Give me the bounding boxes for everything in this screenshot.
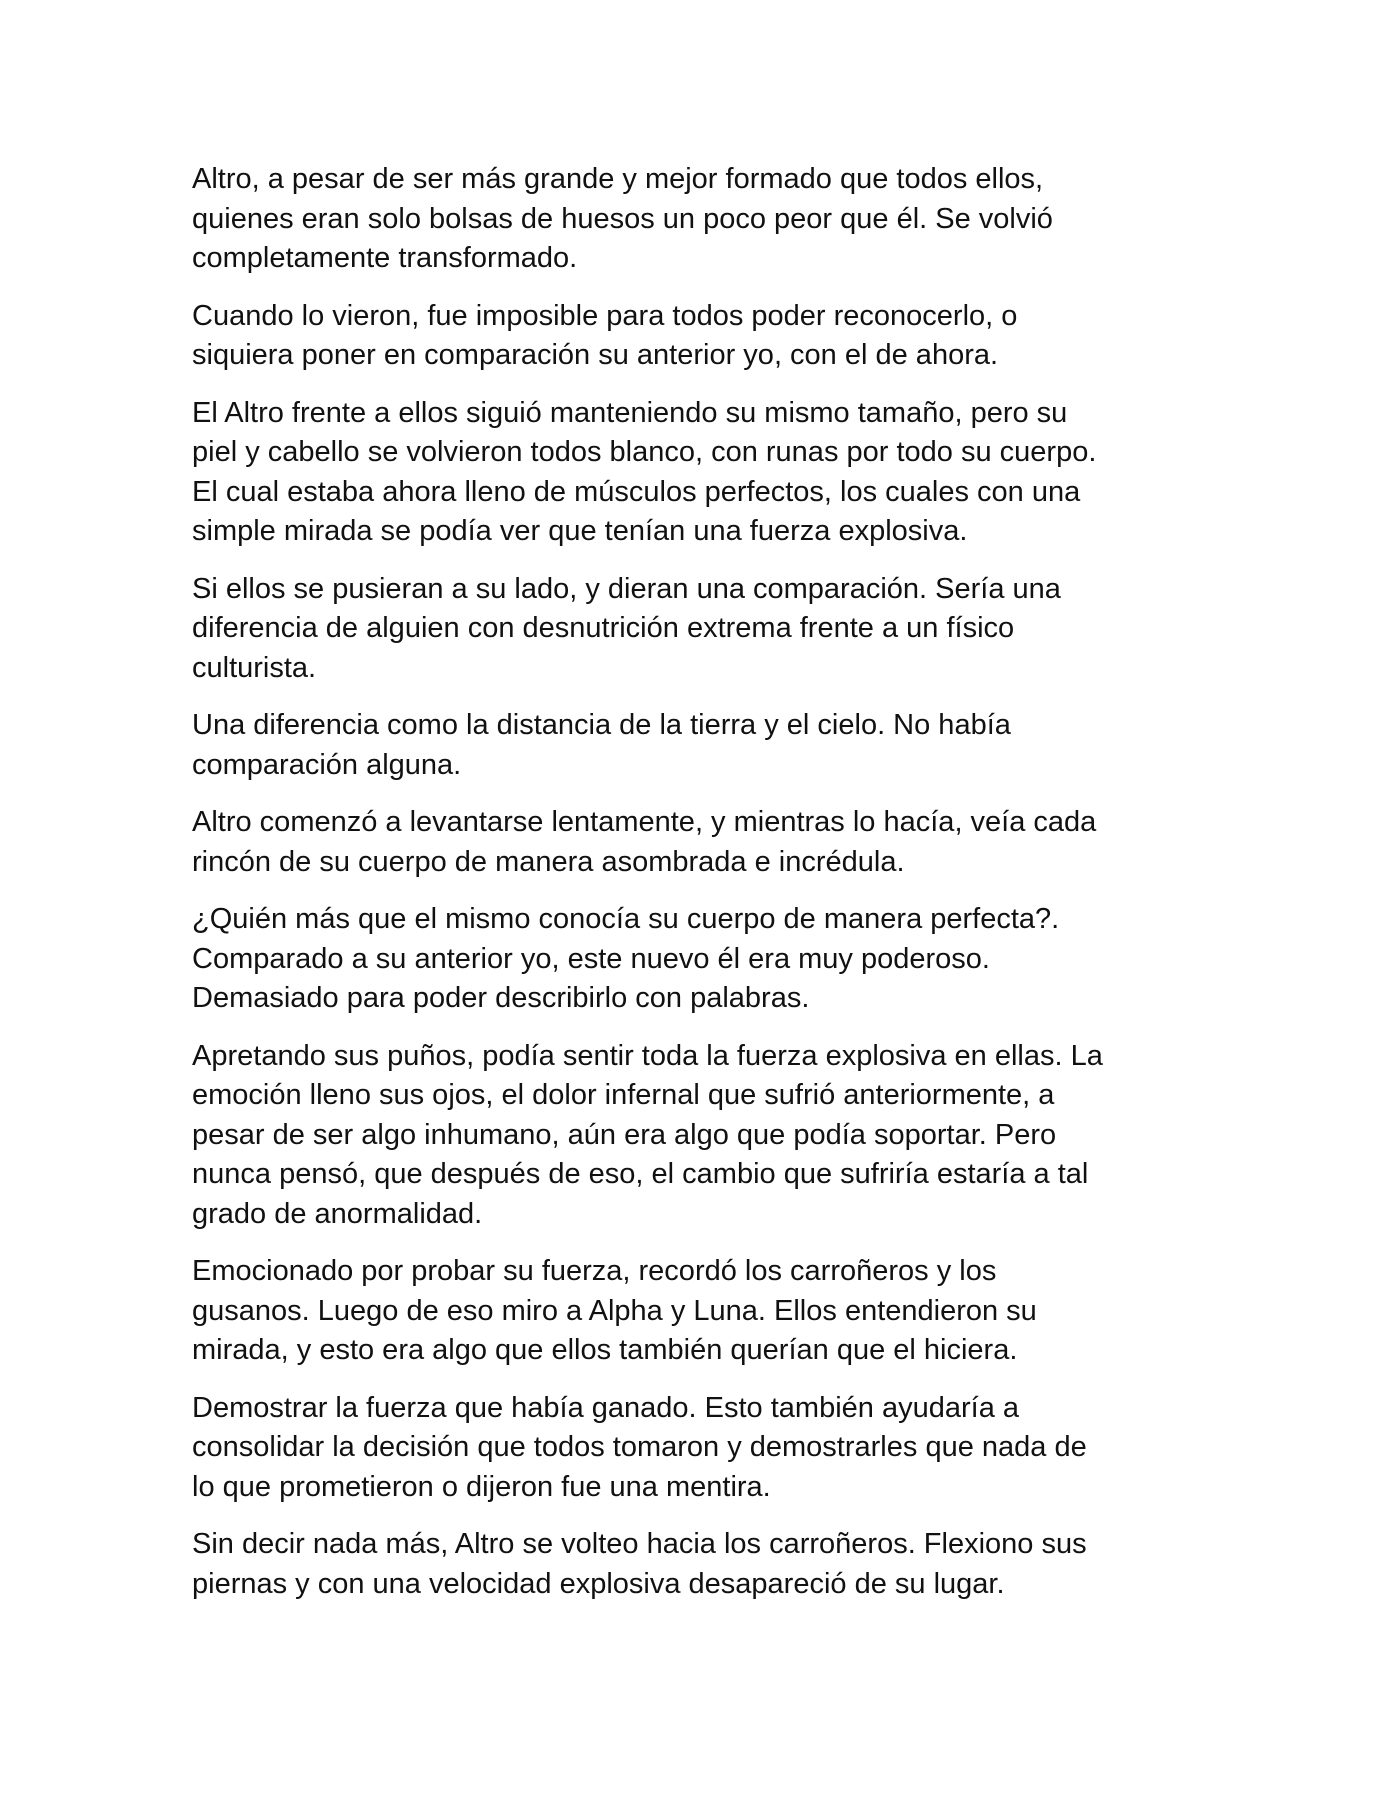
text-line: piel y cabello se volvieron todos blanco, con runas por todo su cuerpo.: [192, 436, 1097, 468]
text-line: consolidar la decisión que todos tomaron y demostrarles que nada de: [192, 1431, 1087, 1463]
document-body: [192, 160, 1222, 1622]
text-line: Altro, a pesar de ser más grande y mejor formado que todos ellos,: [192, 163, 1044, 195]
text-line: Apretando sus puños, podía sentir toda la fuerza explosiva en ellas. La: [192, 1039, 1103, 1072]
text-line: mirada, y esto era algo que ellos también querían que el hiciera.: [192, 1334, 1018, 1366]
text-line: piernas y con una velocidad explosiva desapareció de su lugar.: [192, 1567, 1005, 1600]
text-line: quienes eran solo bolsas de huesos un poco peor que él. Se volvió: [192, 202, 1053, 235]
text-line: Emocionado por probar su fuerza, recordó los carroñeros y los: [192, 1255, 997, 1287]
text-line: completamente transformado.: [192, 242, 578, 274]
paragraph-7: [192, 900, 1222, 1019]
paragraph-10: [192, 1389, 1222, 1508]
text-line: Altro comenzó a levantarse lentamente, y mientras lo hacía, veía cada: [192, 806, 1097, 838]
text-line: rincón de su cuerpo de manera asombrada e incrédula.: [192, 845, 905, 878]
text-line: Una diferencia como la distancia de la tierra y el cielo. No había: [192, 709, 1011, 741]
text-line: nunca pensó, que después de eso, el cambio que sufriría estaría a tal: [192, 1158, 1089, 1190]
text-line: ¿Quién más que el mismo conocía su cuerpo de manera perfecta?.: [192, 903, 1060, 935]
text-line: grado de anormalidad.: [192, 1197, 483, 1230]
paragraph-2: [192, 297, 1222, 376]
text-line: Demasiado para poder describirlo con palabras.: [192, 982, 810, 1014]
paragraph-4: [192, 570, 1222, 689]
text-line: siquiera poner en comparación su anterior yo, con el de ahora.: [192, 339, 999, 371]
text-line: emoción lleno sus ojos, el dolor infernal que sufrió anteriormente, a: [192, 1079, 1055, 1111]
paragraph-1: [192, 160, 1222, 279]
text-line: culturista.: [192, 651, 317, 684]
paragraph-6: [192, 803, 1222, 882]
text-line: Comparado a su anterior yo, este nuevo él era muy poderoso.: [192, 942, 990, 975]
text-line: comparación alguna.: [192, 748, 462, 781]
paragraph-9: [192, 1252, 1222, 1371]
paragraph-5: [192, 706, 1222, 785]
text-line: Si ellos se pusieran a su lado, y dieran una comparación. Sería una: [192, 572, 1061, 605]
text-line: Cuando lo vieron, fue imposible para todos poder reconocerlo, o: [192, 299, 1018, 332]
text-line: El Altro frente a ellos siguió manteniendo su mismo tamaño, pero su: [192, 396, 1068, 429]
text-line: gusanos. Luego de eso miro a Alpha y Luna. Ellos entendieron su: [192, 1294, 1037, 1327]
text-line: Demostrar la fuerza que había ganado. Esto también ayudaría a: [192, 1391, 1020, 1424]
paragraph-3: [192, 394, 1222, 552]
text-line: El cual estaba ahora lleno de músculos perfectos, los cuales con una: [192, 475, 1081, 508]
text-line: lo que prometieron o dijeron fue una mentira.: [192, 1470, 771, 1503]
text-line: diferencia de alguien con desnutrición extrema frente a un físico: [192, 612, 1015, 644]
text-line: pesar de ser algo inhumano, aún era algo que podía soportar. Pero: [192, 1118, 1057, 1151]
paragraph-11: [192, 1525, 1222, 1604]
paragraph-8: [192, 1037, 1222, 1235]
text-line: Sin decir nada más, Altro se volteo hacia los carroñeros. Flexiono sus: [192, 1528, 1087, 1560]
text-line: simple mirada se podía ver que tenían una fuerza explosiva.: [192, 515, 968, 547]
